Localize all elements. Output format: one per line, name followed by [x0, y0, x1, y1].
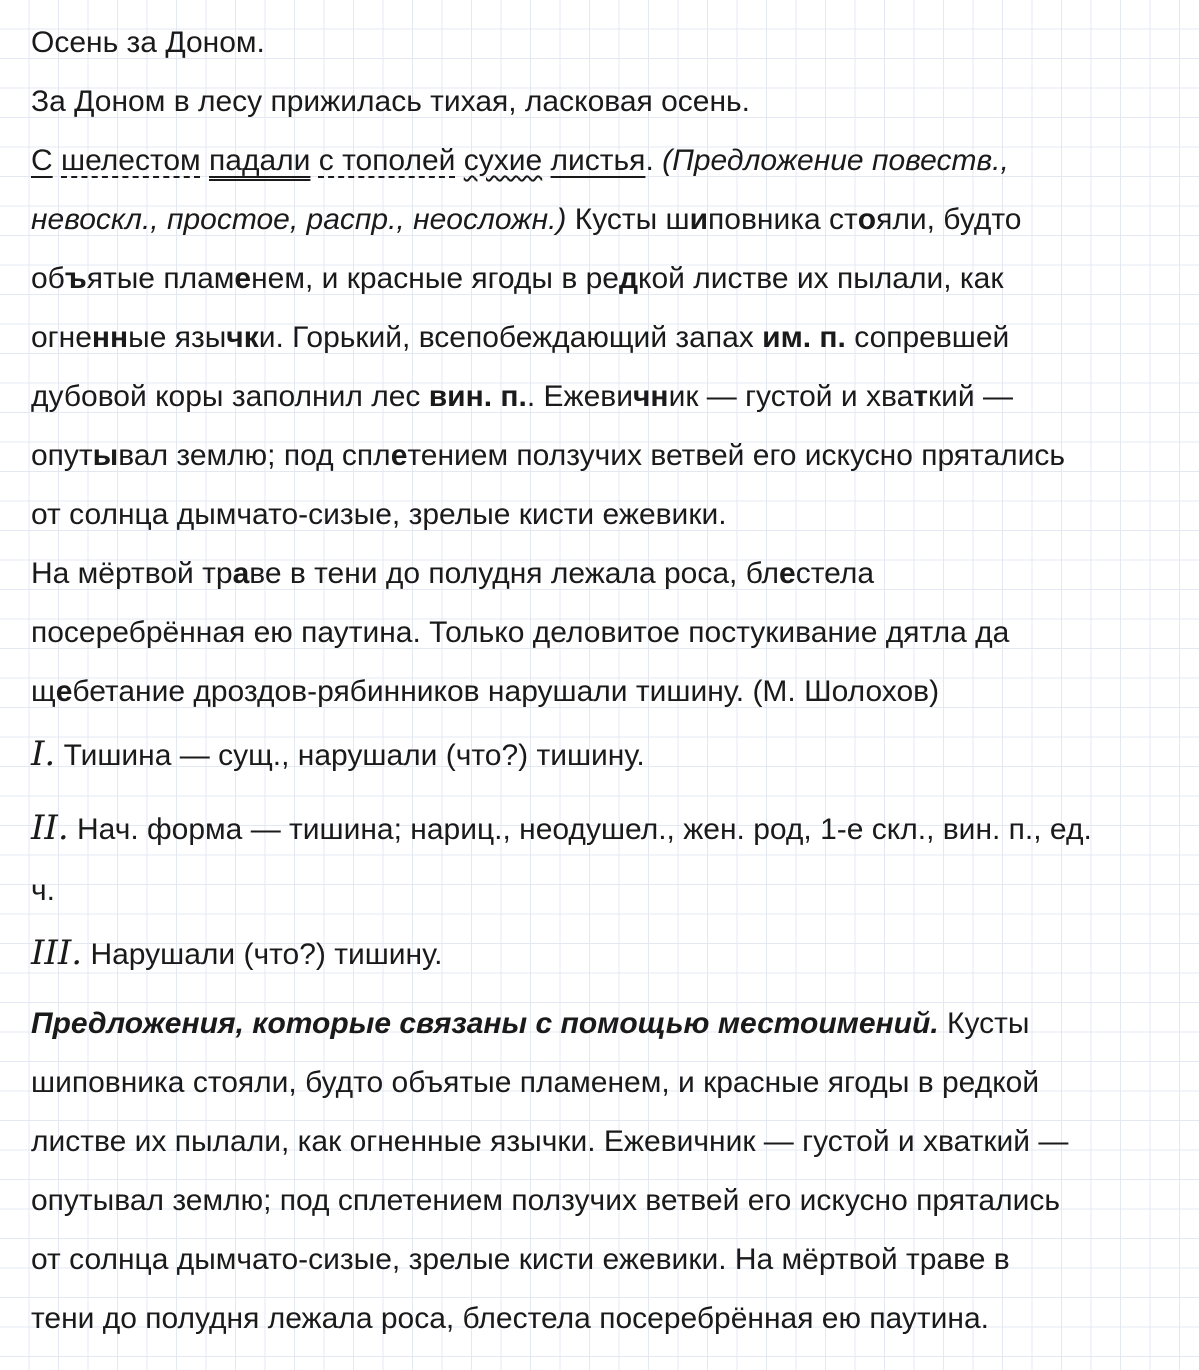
- text-title: Осень за Доном.: [31, 26, 265, 59]
- paragraph-line: огненные язычки. Горький, всепобеждающий запах им. п. сопревшей: [31, 321, 1010, 354]
- paragraph-line: За Доном в лесу прижилась тихая, ласковая осень.: [31, 85, 751, 118]
- paragraph-line: тени до полудня лежала роса, блестела посеребрённая ею паутина.: [31, 1302, 989, 1335]
- document-page: [31, 13, 1176, 1348]
- paragraph-line: опутывал землю; под сплетением ползучих ветвей его искусно прятались: [31, 439, 1066, 472]
- paragraph-line: невоскл., простое, распр., неосложн.) Кусты шиповника стояли, будто: [31, 203, 1022, 236]
- highlight-letter: д: [618, 262, 639, 295]
- section-heading: Предложения, которые связаны с помощью местоимений.: [31, 1007, 939, 1040]
- highlight-letter: нн: [91, 321, 129, 354]
- highlight-letter: е: [55, 675, 73, 708]
- parsed-sentence: С шелестом падали с тополей сухие листья. (Предложение повеств.,: [31, 144, 1009, 177]
- highlight-letter: ъ: [64, 262, 87, 295]
- word-attribute: сухие: [463, 144, 543, 177]
- word-adverbial-place: с тополей: [318, 144, 456, 177]
- highlight-letter: о: [857, 203, 877, 236]
- sentence-note: (Предложение повеств.,: [662, 144, 1009, 177]
- highlight-letter: т: [913, 380, 928, 413]
- highlight-letter: е: [234, 262, 252, 295]
- paragraph-line: листве их пылали, как огненные язычки. Ежевичник — густой и хваткий —: [31, 1125, 1069, 1158]
- word-adverbial: шелестом: [61, 144, 201, 177]
- word-preposition: С: [31, 144, 53, 177]
- highlight-letter: чн: [633, 380, 669, 413]
- analysis-step-3: III. Нарушали (что?) тишину.: [31, 933, 443, 973]
- highlight-letter: а: [232, 557, 250, 590]
- roman-numeral: II.: [31, 808, 69, 848]
- paragraph-line: от солнца дымчато-сизые, зрелые кисти ежевики.: [31, 498, 727, 531]
- analysis-step-2-cont: ч.: [31, 874, 55, 907]
- case-label: вин. п.: [428, 380, 527, 413]
- roman-numeral: III.: [31, 933, 83, 973]
- paragraph-line: посеребрённая ею паутина. Только деловитое постукивание дятла да: [31, 616, 1010, 649]
- highlight-letter: е: [779, 557, 796, 590]
- paragraph-line: Предложения, которые связаны с помощью местоимений. Кусты: [31, 1007, 1030, 1040]
- case-label: им. п.: [762, 321, 846, 354]
- highlight-letter: чк: [226, 321, 259, 354]
- highlight-letter: ы: [92, 439, 119, 472]
- paragraph-line: дубовой коры заполнил лес вин. п.. Ежевичник — густой и хваткий —: [31, 380, 1013, 413]
- roman-numeral: I.: [31, 734, 56, 774]
- paragraph-line: шиповника стояли, будто объятые пламенем, и красные ягоды в редкой: [31, 1066, 1040, 1099]
- highlight-letter: е: [390, 439, 408, 472]
- sentence-note-cont: невоскл., простое, распр., неосложн.): [31, 203, 567, 236]
- paragraph-line: На мёртвой траве в тени до полудня лежала роса, блестела: [31, 557, 875, 590]
- analysis-step-2: II. Нач. форма — тишина; нариц., неодушел., жен. род, 1-е скл., вин. п., ед.: [31, 808, 1092, 848]
- highlight-letter: и: [689, 203, 709, 236]
- paragraph-line: щебетание дроздов-рябинников нарушали тишину. (М. Шолохов): [31, 675, 940, 708]
- word-subject: листья: [550, 144, 646, 177]
- word-predicate: падали: [209, 144, 311, 177]
- paragraph-line: от солнца дымчато-сизые, зрелые кисти ежевики. На мёртвой траве в: [31, 1243, 1010, 1276]
- paragraph-line: объятые пламенем, и красные ягоды в редкой листве их пылали, как: [31, 262, 1004, 295]
- paragraph-line: опутывал землю; под сплетением ползучих ветвей его искусно прятались: [31, 1184, 1060, 1217]
- analysis-step-1: I. Тишина — сущ., нарушали (что?) тишину.: [31, 734, 645, 774]
